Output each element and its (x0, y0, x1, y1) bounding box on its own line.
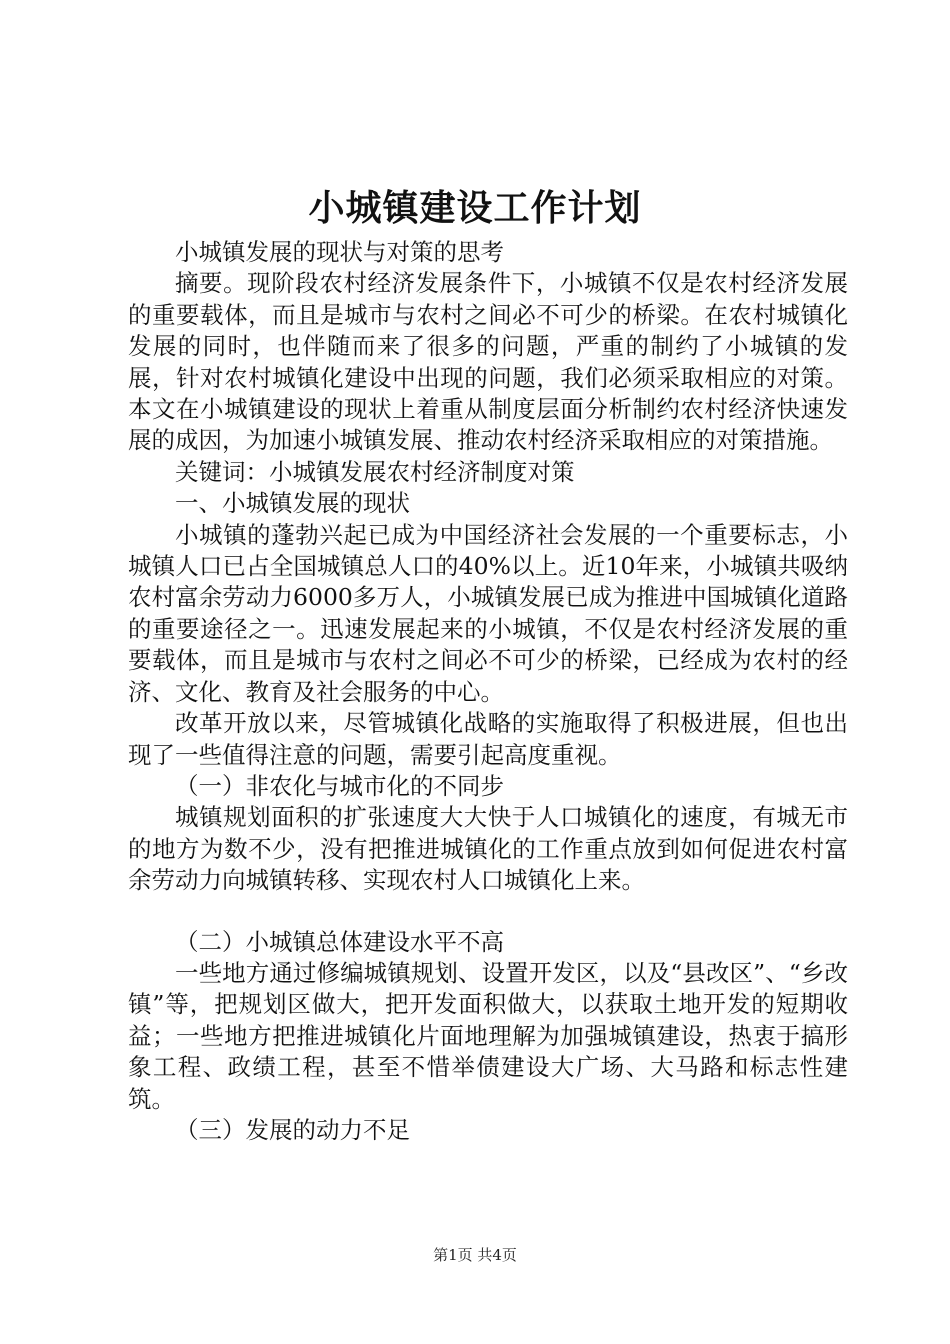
paragraph-subtitle: 小城镇发展的现状与对策的思考 (175, 238, 504, 266)
paragraph: 城镇规划面积的扩张速度大大快于人口城镇化的速度，有城无市的地方为数不少，没有把推进城镇化的工作重点放到如何促进农村富余劳动力向城镇转移、实现农村人口城镇化上来。 (128, 803, 848, 895)
subsection-heading-2: （二）小城镇总体建设水平不高 (175, 927, 504, 956)
paragraph: 小城镇的蓬勃兴起已成为中国经济社会发展的一个重要标志，小城镇人口已占全国城镇总人口的40%以上。近10年来，小城镇共吸纳农村富余劳动力6000多万人，小城镇发展已成为推进中国城镇化道路的重要途径之一。迅速发展起来的小城镇，不仅是农村经济发展的重要载体，而且是城市与农村之间必不可少的桥梁，已经成为农村的经济、文化、教育及社会服务的中心。 (128, 520, 848, 706)
subsection-heading-3: （三）发展的动力不足 (175, 1115, 410, 1144)
document-title: 小城镇建设工作计划 (308, 187, 642, 229)
paragraph: 改革开放以来，尽管城镇化战略的实施取得了积极进展，但也出现了一些值得注意的问题，需要引起高度重视。 (128, 709, 848, 769)
page-footer: 第1页 共4页 (433, 1246, 517, 1264)
paragraph-abstract: 摘要。现阶段农村经济发展条件下，小城镇不仅是农村经济发展的重要载体，而且是城市与农村之间必不可少的桥梁。在农村城镇化发展的同时，也伴随而来了很多的问题，严重的制约了小城镇的发展，针对农村城镇化建设中出现的问题，我们必须采取相应的对策。本文在小城镇建设的现状上着重从制度层面分析制约农村经济快速发展的成因，为加速小城镇发展、推动农村经济采取相应的对策措施。 (128, 269, 848, 455)
paragraph: 一些地方通过修编城镇规划、设置开发区，以及“县改区”、“乡改镇”等，把规划区做大，把开发面积做大，以获取土地开发的短期收益；一些地方把推进城镇化片面地理解为加强城镇建设，热衷于搞形象工程、政绩工程，甚至不惜举债建设大广场、大马路和标志性建筑。 (128, 958, 848, 1113)
document-body (128, 237, 848, 1146)
paragraph-keywords: 关键词：小城镇发展农村经济制度对策 (175, 457, 575, 486)
section-heading-1: 一、小城镇发展的现状 (175, 489, 410, 518)
subsection-heading-1: （一）非农化与城市化的不同步 (175, 771, 504, 800)
